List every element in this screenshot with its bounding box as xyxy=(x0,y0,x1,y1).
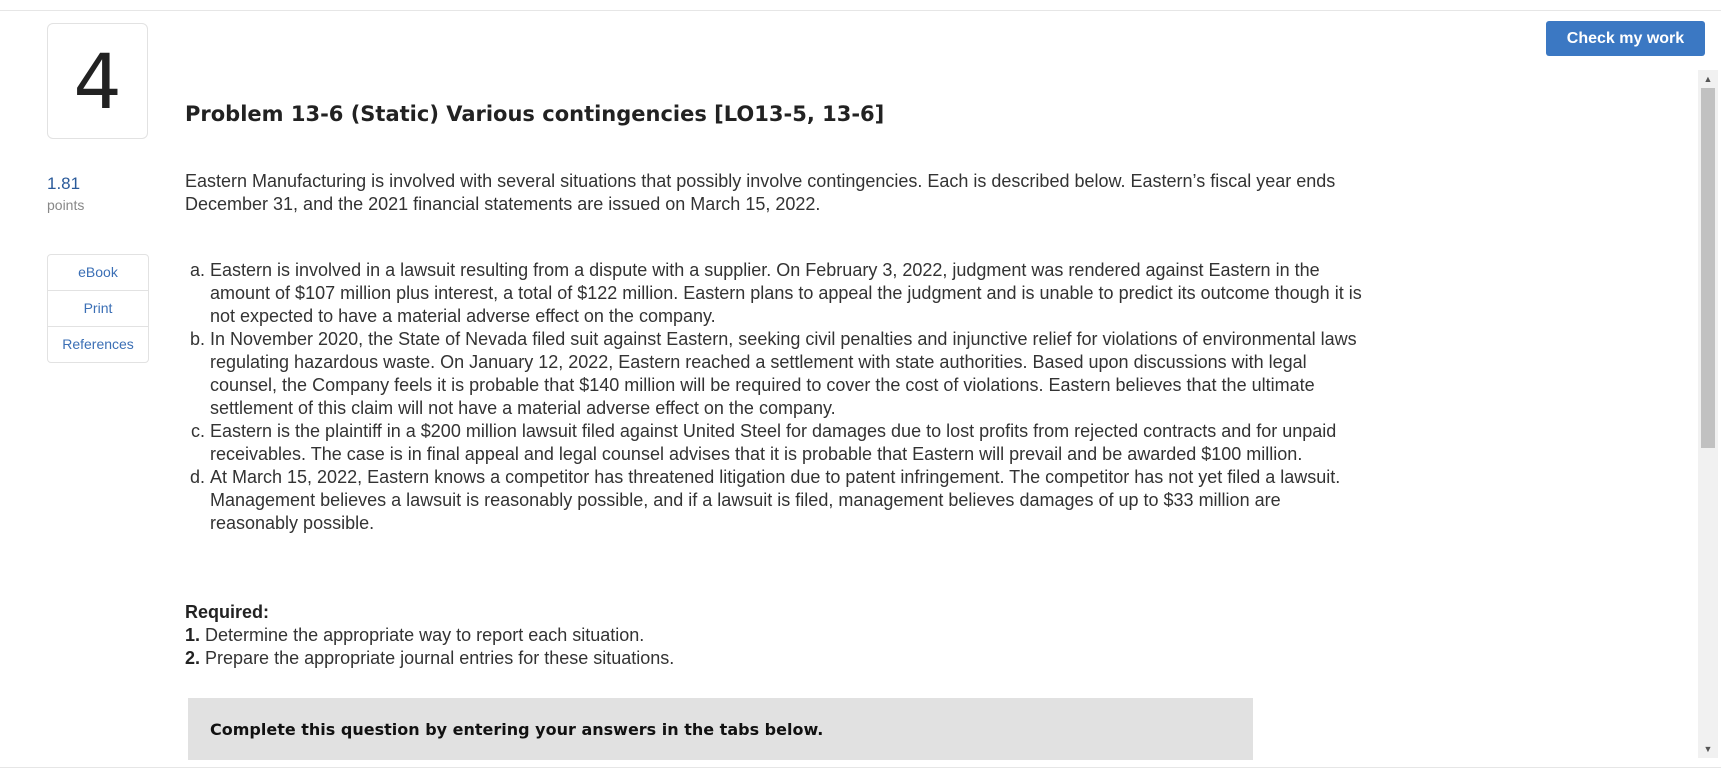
vertical-scrollbar[interactable] xyxy=(1698,70,1718,758)
required-item-number: 2. xyxy=(185,648,201,668)
references-link[interactable]: References xyxy=(62,336,134,352)
item-text: In November 2020, the State of Nevada filed suit against Eastern, seeking civil penalties and injunctive relief for violations of environmental laws regulating hazardous waste. On January 12, 2022, Eastern reached a settlement with state authorities. Based upon discussions with legal counsel, the Company feels it is probable that $140 million will be required to cover the cost of violations. Eastern believes that the ultimate settlement of this claim will not have a material adverse effect on the company. xyxy=(210,329,1357,418)
question-number: 4 xyxy=(47,23,148,139)
ebook-link[interactable]: eBook xyxy=(48,255,148,291)
top-divider xyxy=(0,10,1721,11)
points-label: points xyxy=(47,197,85,213)
problem-title: Problem 13-6 (Static) Various contingencies [LO13-5, 13-6] xyxy=(185,102,885,126)
required-section xyxy=(185,601,674,670)
required-item-text: Determine the appropriate way to report each situation. xyxy=(205,625,645,645)
item-text: At March 15, 2022, Eastern knows a competitor has threatened litigation due to patent infringement. The competitor has not yet filed a lawsuit. Management believes a lawsuit is reasonably possible, and if a lawsuit is filed, management believes damages of up to $33 million are reasonably possible. xyxy=(210,467,1341,533)
required-item-number: 1. xyxy=(185,625,201,645)
print-link[interactable]: Print xyxy=(48,291,148,327)
list-item xyxy=(185,420,1365,466)
list-item xyxy=(185,466,1365,535)
item-marker: a. xyxy=(189,260,205,280)
item-marker: c. xyxy=(190,421,205,441)
required-heading: Required: xyxy=(185,602,270,622)
list-item xyxy=(185,328,1365,420)
check-my-work-button[interactable]: Check my work xyxy=(1546,21,1705,56)
resource-links xyxy=(47,254,149,363)
required-item xyxy=(185,624,674,647)
problem-intro: Eastern Manufacturing is involved with several situations that possibly involve contingencies. Each is described below. Eastern’s fiscal year ends December 31, and the 2021 financial statements are issued on March 15, 2022. xyxy=(185,171,1336,214)
required-item xyxy=(185,647,674,670)
required-item-text: Prepare the appropriate journal entries for these situations. xyxy=(205,648,675,668)
item-text: Eastern is involved in a lawsuit resulting from a dispute with a supplier. On February 3, 2022, judgment was rendered against Eastern in the amount of $107 million plus interest, a total of $122 million. Eastern plans to appeal the judgment and is unable to predict its outcome though it is not expected to have a material adverse effect on the company. xyxy=(210,260,1362,326)
scroll-down-icon[interactable]: ▼ xyxy=(1703,744,1713,754)
list-item xyxy=(185,259,1365,328)
scrollbar-thumb[interactable] xyxy=(1701,88,1715,448)
points-value: 1.81 xyxy=(47,174,81,193)
item-text: Eastern is the plaintiff in a $200 million lawsuit filed against United Steel for damages due to lost profits from rejected contracts and for unpaid receivables. The case is in final appeal and legal counsel advises that it is probable that Eastern will prevail and be awarded $100 million. xyxy=(210,421,1337,464)
situation-list xyxy=(185,259,1365,535)
bottom-divider xyxy=(0,767,1721,768)
item-marker: b. xyxy=(189,329,205,349)
scroll-up-icon[interactable]: ▲ xyxy=(1703,74,1713,84)
item-marker: d. xyxy=(189,467,205,487)
instruction-banner: Complete this question by entering your answers in the tabs below. xyxy=(188,698,1253,760)
